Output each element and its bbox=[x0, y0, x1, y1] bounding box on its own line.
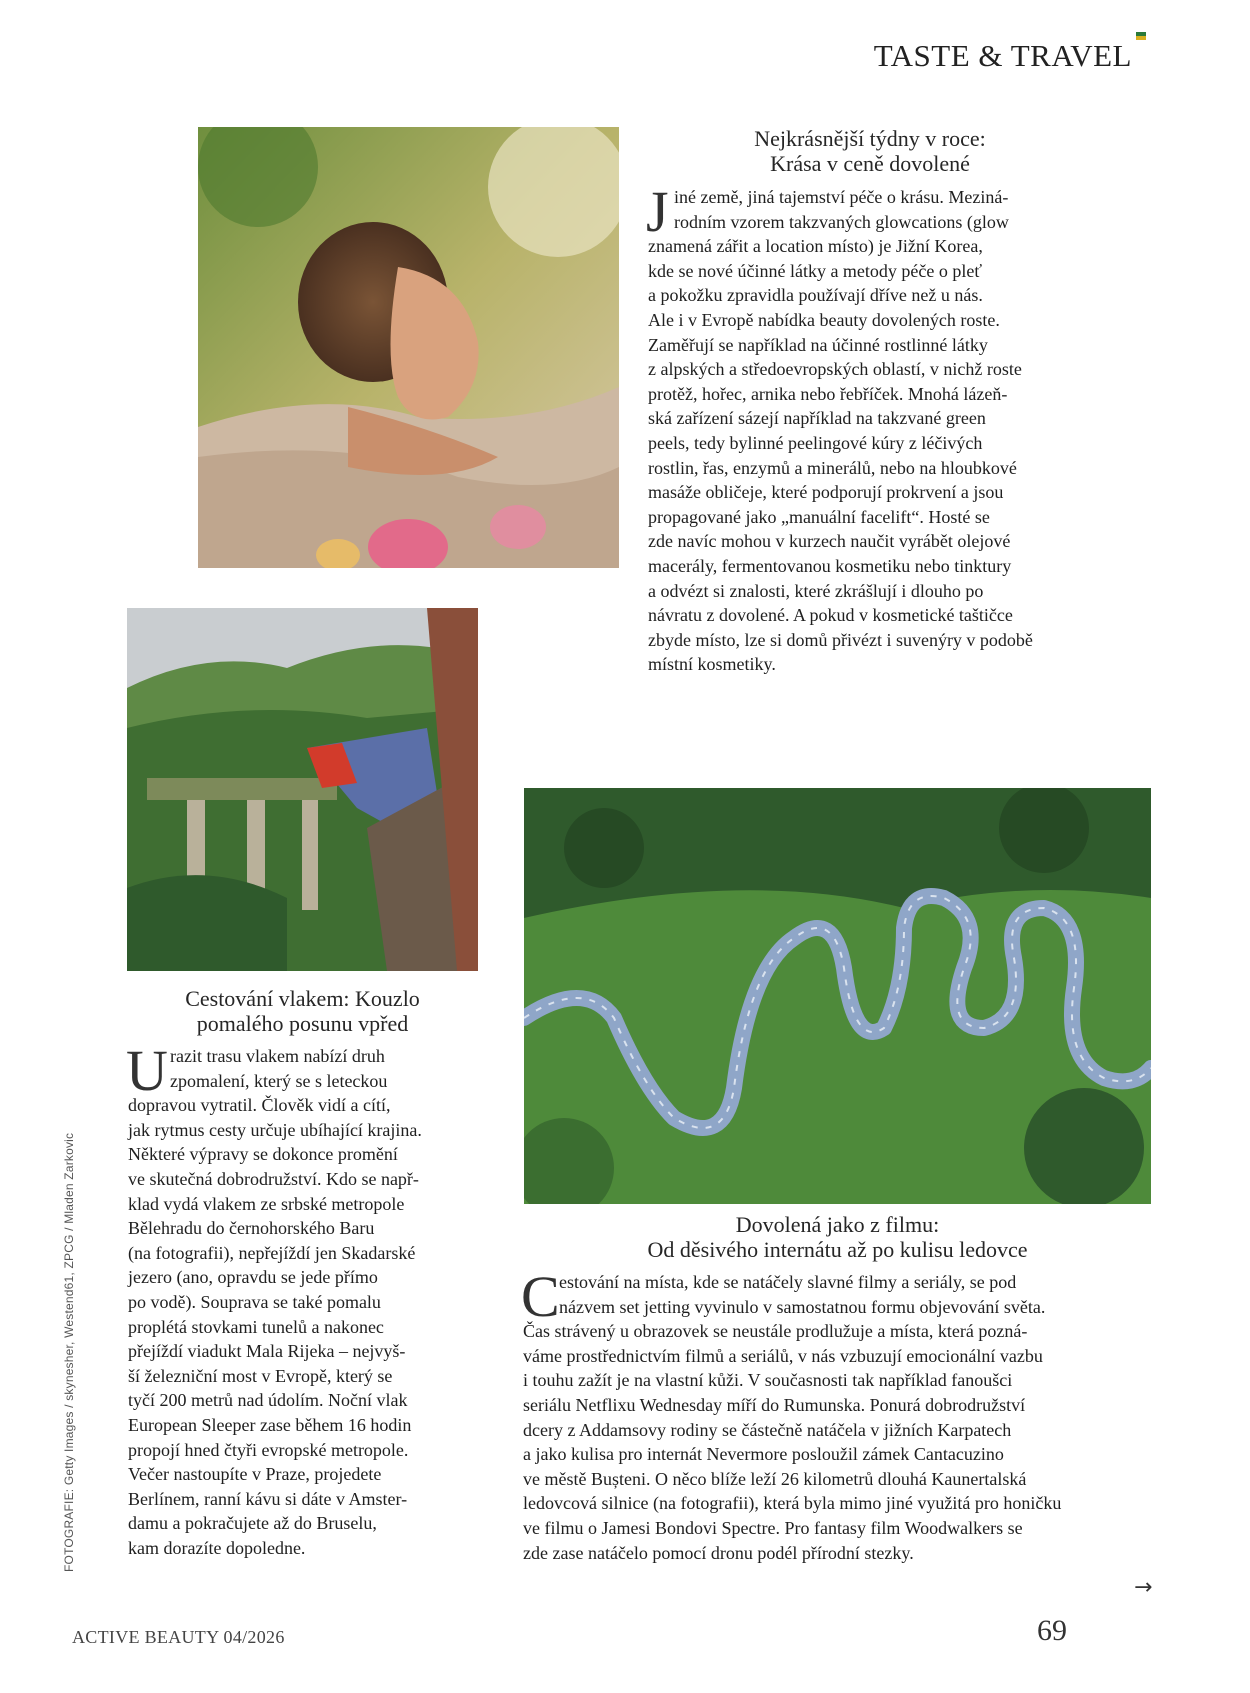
film-line: seriálu Netflixu Wednesday míří do Rumunska. Ponurá dobrodružství bbox=[523, 1394, 1026, 1415]
beauty-line: a odvézt si znalosti, které zkrášlují i dlouho po bbox=[648, 580, 984, 601]
beauty-line: z alpských a středoevropských oblastí, v nichž roste bbox=[648, 359, 1022, 380]
next-page-arrow-icon[interactable]: → bbox=[1134, 1575, 1153, 1600]
film-line: Čas strávený u obrazovek se neustále prodlužuje a místa, která pozná- bbox=[523, 1321, 1028, 1342]
spa-woman-photo bbox=[198, 127, 619, 568]
film-heading bbox=[560, 1212, 1115, 1262]
film-line: názvem set jetting vyvinulo v samostatnou formu objevování světa. bbox=[559, 1296, 1046, 1317]
train-line: ší železniční most v Evropě, který se bbox=[128, 1365, 393, 1386]
train-line: kam dorazíte dopoledne. bbox=[128, 1537, 306, 1558]
train-line: proplétá stovkami tunelů a nakonec bbox=[128, 1316, 384, 1337]
film-line: váme prostřednictvím filmů a seriálů, v nás vzbuzují emocionální vazbu bbox=[523, 1345, 1043, 1366]
beauty-line: místní kosmetiky. bbox=[648, 654, 776, 675]
train-line: přejíždí viadukt Mala Rijeka – nejvyš- bbox=[128, 1341, 406, 1362]
beauty-heading bbox=[655, 126, 1085, 176]
train-line: (na fotografii), nepřejíždí jen Skadarské bbox=[128, 1242, 416, 1263]
beauty-body bbox=[646, 179, 1088, 677]
beauty-line: protěž, hořec, arnika nebo řebříček. Mnohá lázeň- bbox=[648, 383, 1008, 404]
train-line: Berlínem, ranní kávu si dáte v Amster- bbox=[128, 1488, 408, 1509]
train-line: klad vydá vlakem ze srbské metropole bbox=[128, 1193, 405, 1214]
beauty-line: iné země, jiná tajemství péče o krásu. Meziná- bbox=[674, 187, 1009, 207]
train-heading bbox=[130, 986, 475, 1036]
beauty-line: zbyde místo, lze si domů přivézt i suvenýry v podobě bbox=[648, 629, 1033, 650]
corner-flag-icon bbox=[1136, 32, 1146, 42]
beauty-line: Zaměřují se například na účinné rostlinné látky bbox=[648, 334, 988, 355]
beauty-heading-line-1: Nejkrásnější týdny v roce: bbox=[754, 126, 986, 151]
beauty-line: a pokožku zpravidla používají dříve než u nás. bbox=[648, 285, 983, 306]
train-line: propojí hned čtyři evropské metropole. bbox=[128, 1439, 409, 1460]
train-line: jak rytmus cesty určuje ubíhající krajina. bbox=[128, 1119, 422, 1140]
train-line: ve skutečná dobrodružství. Kdo se např- bbox=[128, 1168, 419, 1189]
film-dropcap: C bbox=[521, 1264, 560, 1329]
train-line: European Sleeper zase během 16 hodin bbox=[128, 1414, 412, 1435]
train-line: tyčí 200 metrů nad údolím. Noční vlak bbox=[128, 1390, 408, 1411]
train-line: razit trasu vlakem nabízí druh bbox=[170, 1046, 385, 1066]
beauty-line: návratu z dovolené. A pokud v kosmetické taštičce bbox=[648, 605, 1013, 626]
film-line: i touhu zažít je na vlastní kůži. V současnosti tak například fanoušci bbox=[523, 1370, 1013, 1391]
film-body bbox=[521, 1264, 1163, 1565]
train-line: Večer nastoupíte v Praze, projedete bbox=[128, 1464, 382, 1485]
page-number: 69 bbox=[1037, 1614, 1067, 1647]
beauty-line: Ale i v Evropě nabídka beauty dovolených roste. bbox=[648, 309, 1000, 330]
film-line: zde zase natáčelo pomocí dronu podél přírodní stezky. bbox=[523, 1542, 914, 1563]
film-line: ledovcová silnice (na fotografii), která byla mimo jiné využitá pro honičku bbox=[523, 1493, 1062, 1514]
film-heading-line-1: Dovolená jako z filmu: bbox=[735, 1212, 940, 1237]
train-line: damu a pokračujete až do Bruselu, bbox=[128, 1513, 377, 1534]
train-line: Bělehradu do černohorského Baru bbox=[128, 1218, 375, 1239]
train-line: zpomalení, který se s leteckou bbox=[170, 1070, 388, 1091]
film-line: a jako kulisa pro internát Nevermore posloužil zámek Cantacuzino bbox=[523, 1444, 1004, 1465]
photo-credits: FOTOGRAFIE: Getty Images / skynesher, Westend61, ZPCG / Mladen Zarkovic bbox=[62, 1132, 76, 1572]
beauty-line: rostlin, řas, enzymů a minerálů, nebo na hloubkové bbox=[648, 457, 1017, 478]
beauty-line: ská zařízení sázejí například na takzvané green bbox=[648, 408, 986, 429]
train-heading-line-1: Cestování vlakem: Kouzlo bbox=[185, 986, 420, 1011]
beauty-line: propagované jako „manuální facelift“. Hosté se bbox=[648, 506, 990, 527]
beauty-line: macerály, fermentovanou kosmetiku nebo tinktury bbox=[648, 555, 1012, 576]
train-dropcap: U bbox=[126, 1038, 168, 1103]
film-line: estování na místa, kde se natáčely slavné filmy a seriály, se pod bbox=[559, 1272, 1017, 1292]
beauty-line: masáže obličeje, které podporují prokrvení a jsou bbox=[648, 482, 1004, 503]
train-heading-line-2: pomalého posunu vpřed bbox=[196, 1011, 409, 1036]
train-line: jezero (ano, opravdu se jede přímo bbox=[128, 1267, 378, 1288]
glacier-road-photo bbox=[524, 788, 1151, 1204]
film-line: dcery z Addamsovy rodiny se částečně natáčela v jižních Karpatech bbox=[523, 1419, 1012, 1440]
beauty-heading-line-2: Krása v ceně dovolené bbox=[770, 151, 970, 176]
beauty-line: peels, tedy bylinné peelingové kúry z léčivých bbox=[648, 432, 983, 453]
beauty-line: rodním vzorem takzvaných glowcations (glow bbox=[674, 211, 1009, 232]
section-label: TASTE & TRAVEL bbox=[873, 38, 1132, 73]
train-line: Některé výpravy se dokonce promění bbox=[128, 1144, 398, 1165]
train-viaduct-photo bbox=[127, 608, 478, 971]
train-line: po vodě). Souprava se také pomalu bbox=[128, 1291, 381, 1312]
train-line: dopravou vytratil. Člověk vidí a cítí, bbox=[128, 1095, 391, 1116]
beauty-line: kde se nové účinné látky a metody péče o pleť bbox=[648, 260, 983, 281]
train-body bbox=[126, 1038, 488, 1560]
beauty-line: zde navíc mohou v kurzech naučit vyrábět olejové bbox=[648, 531, 1011, 552]
beauty-dropcap: J bbox=[646, 179, 669, 244]
beauty-line: znamená zářit a location místo) je Jižní Korea, bbox=[648, 236, 983, 257]
film-line: ve městě Bușteni. O něco blíže leží 26 kilometrů dlouhá Kaunertalská bbox=[523, 1468, 1027, 1489]
film-line: ve filmu o Jamesi Bondovi Spectre. Pro fantasy film Woodwalkers se bbox=[523, 1517, 1023, 1538]
film-heading-line-2: Od děsivého internátu až po kulisu ledovce bbox=[647, 1237, 1028, 1262]
magazine-issue: ACTIVE BEAUTY 04/2026 bbox=[72, 1627, 285, 1647]
